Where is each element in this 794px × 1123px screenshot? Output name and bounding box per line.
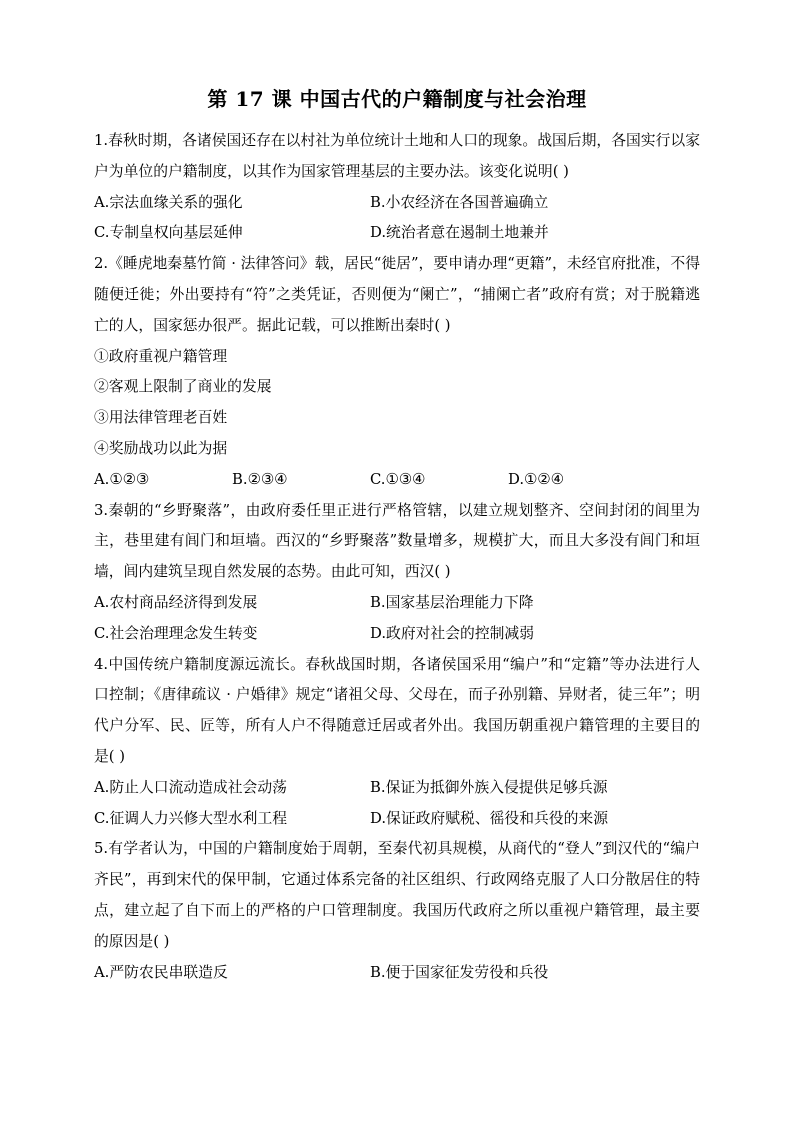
statement-item: ③用法律管理老百姓 [94,409,228,427]
question-5 [94,834,700,988]
option-c: C.专制皇权向基层延伸 [94,224,243,242]
option-a: A.①②③ [94,470,150,488]
question-2 [94,249,700,495]
option-d: D.政府对社会的控制减弱 [370,624,535,642]
statement-item: ②客观上限制了商业的发展 [94,378,272,396]
options-row [94,465,700,496]
option-c: C.社会治理理念发生转变 [94,624,258,642]
option-d: D.统治者意在遏制土地兼并 [370,224,549,242]
question-4 [94,650,700,835]
question-3 [94,496,700,650]
options-row [94,619,700,650]
question-stem: 3.秦朝的“乡野聚落”，由政府委任里正进行严格管辖，以建立规划整齐、空间封闭的闾里为主，巷里建有闾门和垣墙。西汉的“乡野聚落”数量增多，规模扩大，而且大多没有闾门和垣墙，闾内建筑呈现自然发展的态势。由此可知，西汉( ) [94,501,700,581]
question-stem: 2.《睡虎地秦墓竹简 · 法律答问》载，居民“徙居”，要申请办理“更籍”，未经官府批准，不得随便迁徙；外出要持有“符”之类凭证，否则便为“阑亡”，“捕阑亡者”政府有赏；对于脱籍逃亡的人，国家惩办很严。据此记载，可以推断出秦时( ) [94,255,700,334]
document-page [94,86,700,988]
option-a: A.严防农民串联造反 [94,963,228,981]
options-row [94,773,700,804]
option-a: A.宗法血缘关系的强化 [94,193,243,211]
option-b: B.便于国家征发劳役和兵役 [370,963,549,981]
question-stem: 4.中国传统户籍制度源远流长。春秋战国时期，各诸侯国采用“编户”和“定籍”等办法进行人口控制；《唐律疏议 · 户婚律》规定“诸祖父母、父母在，而子孙别籍、异财者，徒三年”；明代户分军、民、匠等，所有人户不得随意迁居或者外出。我国历朝重视户籍管理的主要目的是( ) [94,655,700,765]
option-d: D.①②④ [508,470,564,488]
option-b: B.小农经济在各国普遍确立 [370,193,549,211]
page-title: 第 17 课 中国古代的户籍制度与社会治理 [207,87,587,111]
option-a: A.农村商品经济得到发展 [94,593,258,611]
option-a: A.防止人口流动造成社会动荡 [94,778,287,796]
question-stem: 5.有学者认为，中国的户籍制度始于周朝，至秦代初具规模，从商代的“登人”到汉代的“编户齐民”，再到宋代的保甲制，它通过体系完备的社区组织、行政网络克服了人口分散居住的特点，建立起了自下而上的严格的户口管理制度。我国历代政府之所以重视户籍管理，最主要的原因是( ) [94,840,700,950]
option-b: B.国家基层治理能力下降 [370,593,534,611]
options-row [94,588,700,619]
option-d: D.保证政府赋税、徭役和兵役的来源 [370,809,608,827]
options-row [94,958,700,989]
options-row [94,188,700,219]
statement-item: ④奖励战功以此为据 [94,439,228,457]
question-stem: 1.春秋时期，各诸侯国还存在以村社为单位统计土地和人口的现象。战国后期，各国实行以家户为单位的户籍制度，以其作为国家管理基层的主要办法。该变化说明( ) [94,132,700,180]
option-c: C.征调人力兴修大型水利工程 [94,809,288,827]
question-1 [94,126,700,249]
options-row [94,804,700,835]
options-row [94,218,700,249]
option-c: C.①③④ [370,470,426,488]
option-b: B.②③④ [232,470,288,488]
option-b: B.保证为抵御外族入侵提供足够兵源 [370,778,608,796]
statement-item: ①政府重视户籍管理 [94,347,228,365]
